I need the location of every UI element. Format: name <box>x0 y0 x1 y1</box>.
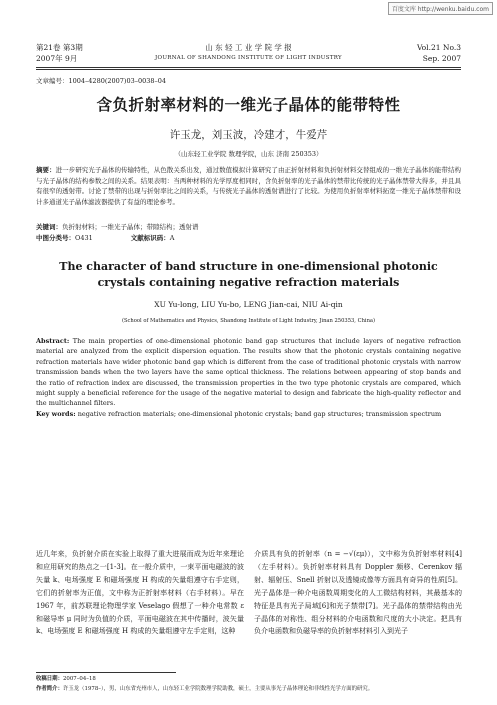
footnote-received <box>36 675 467 684</box>
header-sep-year: Sep. 2007 <box>422 54 461 63</box>
abstract-en <box>36 336 461 419</box>
author-bio-text: 许玉龙（1978–），男，山东省充州市人，山东轻工业学院数理学院助教，硕士，主要从事光子晶体理论和非线性光学方面的研究。 <box>62 686 374 692</box>
footnote-author <box>36 685 467 694</box>
received-value: 2007–04–18 <box>62 676 96 682</box>
doc-code-value: A <box>169 234 175 242</box>
keywords-en-label: Key words: <box>36 409 76 418</box>
header-volume: 第21卷 第3期 <box>36 43 83 52</box>
received-label: 收稿日期： <box>36 676 63 682</box>
journal-name-en: JOURNAL OF SHANDONG INSTITUTE OF LIGHT INDUSTRY <box>155 55 342 61</box>
abstract-cn <box>36 165 461 207</box>
abstract-en-label: Abstract: <box>36 337 70 345</box>
footnote-rule <box>36 672 176 673</box>
header-rule-thin <box>36 69 461 70</box>
body-right-column: 介质具有负的折射率（n = −√(εμ)），文中称为负折射率材料[4]（左手材料）。负折射率材料具有 Doppler 频移、Cerenkov 辐射、辐射压、Snell 折射以及透镜成像等方面具有奇异的性质[5]。光子晶体是一种介电函数周期变化的人工微结构材料，其最基本的特征是具有光子局域[6]和光子禁带[7]。光子晶体的禁带结构由光子晶体的对称性、组分材料的介电函数和尺度的大小决定。把具有负介电函数和负磁导率的负折射率材料引入到光子 <box>254 550 462 636</box>
abstract-en-text: The main properties of one-dimensional photonic band gap structures that include layers of negative refraction material are analyzed from the explicit dispersion equation. The results show that the photonic crystals containing negative refraction materials have wider photonic band gap which is different from the case of traditional photonic crystals with narrow transmission bands when the two layers have the same optical thickness. The relations between appearing of stop bands and the ratio of refraction index are discussed, the transmission properties in the two type photonic crystals are compared, which might supply a beneficial reference for the usage of the negative material to design and fabricate the high-quality reflector and the multichannel filters. <box>36 337 461 408</box>
abstract-cn-text: 进一步研究光子晶体的传输特性，从色散关系出发，通过数值模拟计算研究了由正折射材料和负折射材料交替组成的一维光子晶体的能带结构与光子晶体的结构参数之间的关系。结果表明：当两种材料的光学厚度相同时，含负折射率的光子晶体的禁带比传统的光子晶体禁带大得多，并且具有很窄的透射带。讨论了禁带的出现与折射率比之间的关系，与传统光子晶体的透射谱进行了比较。为使用负折射率材料拓宽一维光子晶体禁带和设计多通道光子晶体滤波器提供了有益的理论参考。 <box>36 166 462 206</box>
title-en: The character of band structure in one-dimensional photonic crystals containing negative refraction materials <box>59 260 438 289</box>
keywords-en-text: negative refraction materials; one-dimensional photonic crystals; band gap structures; transmission spectrum <box>77 409 442 418</box>
affiliation-en: (School of Mathematics and Physics, Shandong Institute of Light Industry, Jinan 250353, China) <box>121 318 376 324</box>
body-left-column: 近几年来，负折射介质在实验上取得了重大进展而成为近年来理论和应用研究的热点之一[1-3]。在一般介质中，一束平面电磁波的波矢量 k、电场强度 E 和磁场强度 H 构成的矢量组遵守右手定则，它们的折射率为正值，文中称为正折射率材料（右手材料）。早在 1967 年，前苏联理论物理学家 Veselago 假想了一种介电常数 ε 和磁导率 μ 同时为负值的介质，平面电磁波在其中传播时，波矢量 k、电场强度 E 和磁场强度 H 构成的矢量组遵守左手定则，这种 <box>36 550 244 636</box>
header-journal-name <box>36 42 461 64</box>
affiliation-cn: （山东轻工业学院 数理学院，山东 济南 250353） <box>174 150 323 158</box>
keywords-cn-text: 负折射材料；一维光子晶体；带隙结构；透射谱 <box>62 223 199 231</box>
doc-code-label: 文献标识码： <box>130 234 170 242</box>
keywords-cn-label: 关键词： <box>36 223 62 231</box>
article-number: 文章编号：1004–4280(2007)03–0038–04 <box>36 77 167 85</box>
journal-header <box>36 42 461 66</box>
abstract-en-paragraph <box>36 336 461 409</box>
keywords-en-paragraph <box>36 409 461 419</box>
header-vol-no: Vol.21 No.3 <box>416 43 461 52</box>
journal-name-cn: 山 东 轻 工 业 学 院 学 报 <box>205 43 292 52</box>
authors-en: XU Yu-long, LIU Yu-bo, LENG Jian-cai, NIU Ai-qin <box>154 300 343 309</box>
classification-line <box>36 233 461 244</box>
header-date: 2007年 9月 <box>36 54 78 63</box>
clc-label: 中图分类号： <box>36 234 75 242</box>
watermark-badge: 百度文库 http://wenku.baidu.com <box>388 2 493 15</box>
authors-cn: 许玉龙，刘玉波，冷建才，牛爱芹 <box>169 129 328 141</box>
header-vol-en <box>417 42 461 64</box>
title-cn: 含负折射率材料的一维光子晶体的能带特性 <box>96 95 401 114</box>
keywords-cn <box>36 222 461 233</box>
author-bio-label: 作者简介： <box>36 686 63 692</box>
clc-value: O431 <box>75 234 93 242</box>
header-rule <box>36 67 461 68</box>
abstract-cn-label: 摘要： <box>36 166 56 174</box>
